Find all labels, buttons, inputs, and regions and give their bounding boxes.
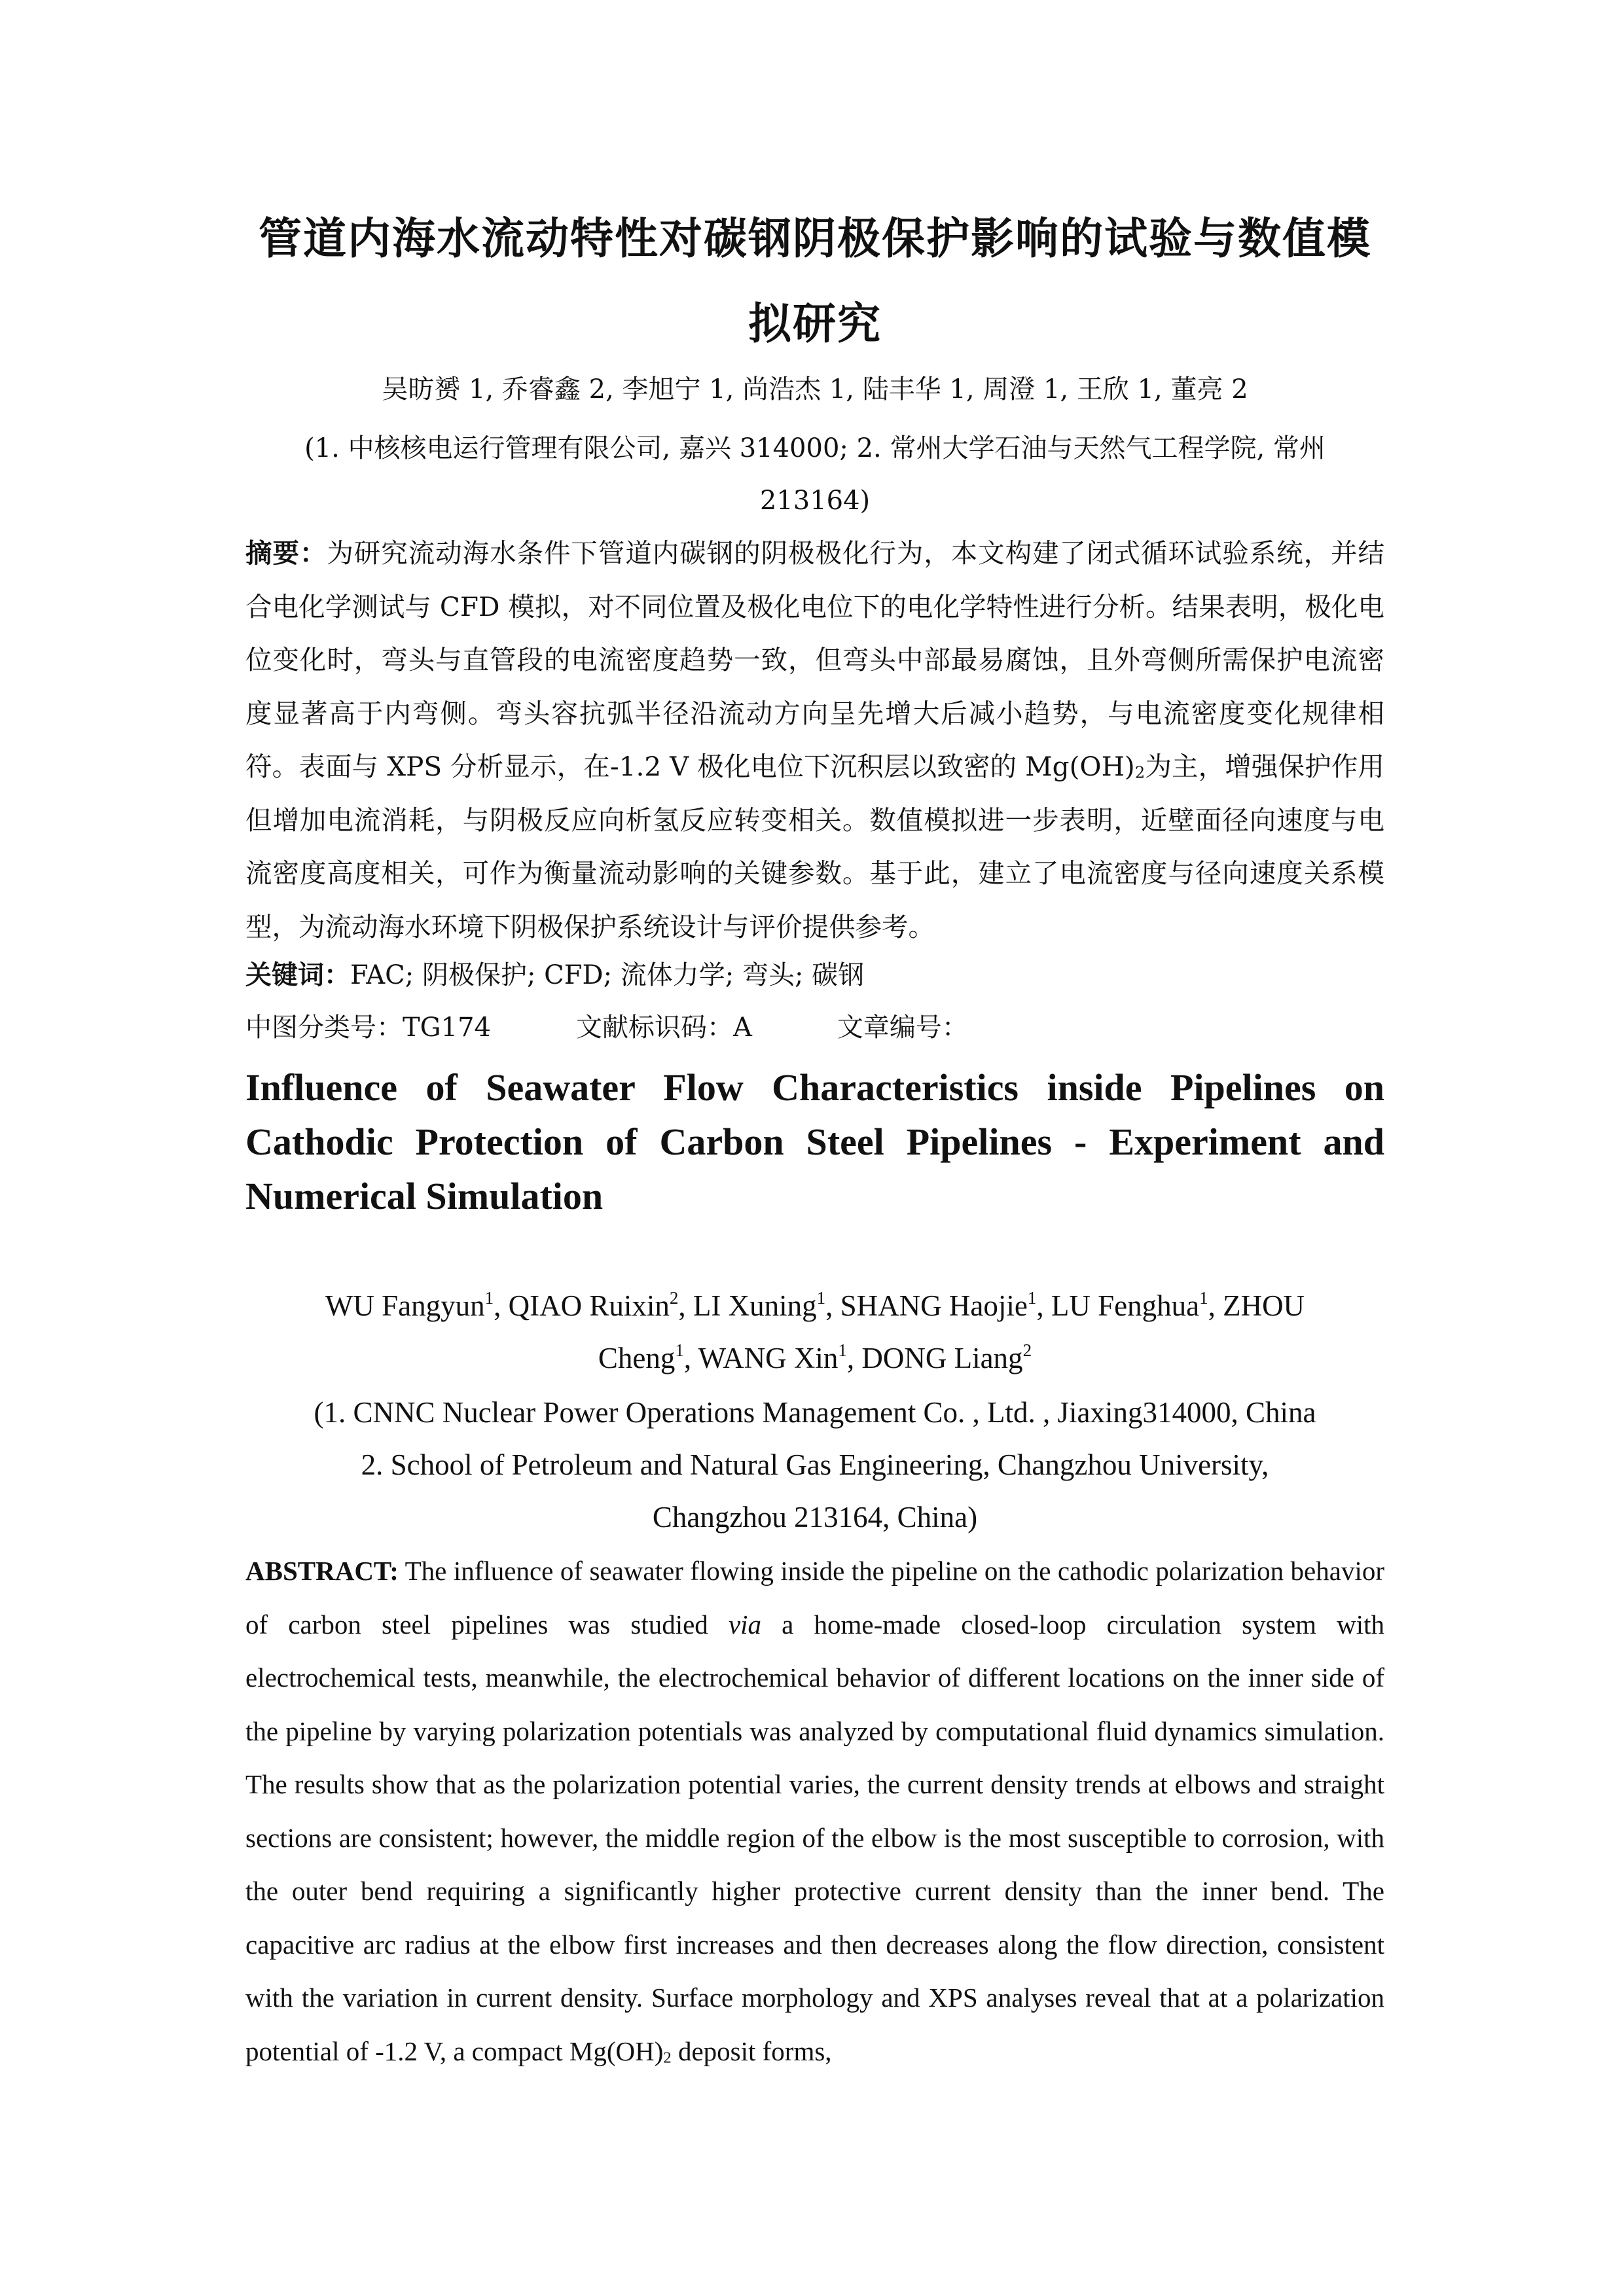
doc-code-label: 文献标识码： <box>575 1013 733 1043</box>
english-abstract-via: via <box>728 1609 762 1640</box>
author-name: , QIAO Ruixin <box>494 1289 670 1322</box>
author-name: , LU Fenghua <box>1036 1289 1200 1322</box>
author-name: WU Fangyun <box>325 1289 485 1322</box>
english-title: Influence of Seawater Flow Characteristics inside Pipelines on Cathodic Protection of Carbon Steel Pipelines - Experiment and Numerical Simulation <box>245 1066 1384 1217</box>
chinese-abstract-text-2: 为主，增强保护作用但增加电流消耗，与阴极反应向析氢反应转变相关。数值模拟进一步表明，近壁面径向速度与电流密度高度相关，可作为衡量流动影响的关键参数。基于此，建立了电流密度与径向速度关系模型，为流动海水环境下阴极保护系统设计与评价提供参考。 <box>245 751 1385 942</box>
chinese-affiliation-line1: (1. 中核核电运行管理有限公司, 嘉兴 314000; 2. 常州大学石油与天然气工程学院, 常州 <box>304 433 1326 463</box>
english-abstract-subscript: 2 <box>663 2049 672 2067</box>
chinese-affiliation-line2: 213164) <box>759 486 871 516</box>
author-affiliation-mark: 1 <box>1027 1288 1037 1308</box>
author-name: , DONG Liang <box>846 1342 1023 1374</box>
clc-value: TG174 <box>403 1013 491 1043</box>
author-affiliation-mark: 1 <box>838 1340 847 1360</box>
chinese-keywords-value: FAC; 阴极保护; CFD; 流体力学; 弯头; 碳钢 <box>350 960 865 990</box>
doc-code-value: A <box>732 1013 752 1043</box>
english-authors-line2 <box>245 1332 1384 1384</box>
author-name: , ZHOU <box>1208 1289 1305 1322</box>
author-name: , LI Xuning <box>678 1289 817 1322</box>
author-name: Cheng <box>598 1342 676 1374</box>
chinese-abstract-text-1: 为研究流动海水条件下管道内碳钢的阴极极化行为，本文构建了闭式循环试验系统，并结合电化学测试与 CFD 模拟，对不同位置及极化电位下的电化学特性进行分析。结果表明，极化电位变化时，弯头与直管段的电流密度趋势一致，但弯头中部最易腐蚀，且外弯侧所需保护电流密度显著高于内弯侧。弯头容抗弧半径沿流动方向呈先增大后减小趋势，与电流密度变化规律相符。表面与 XPS 分析显示，在-1.2 V 极化电位下沉积层以致密的 Mg(OH) <box>245 537 1385 782</box>
english-authors-line1 <box>245 1280 1384 1332</box>
chinese-authors: 吴昉赟 1, 乔睿鑫 2, 李旭宁 1, 尚浩杰 1, 陆丰华 1, 周澄 1, 王欣 1, 董亮 2 <box>382 374 1248 404</box>
english-abstract-label: ABSTRACT: <box>245 1556 399 1586</box>
author-affiliation-mark: 1 <box>675 1340 684 1360</box>
chinese-keywords <box>245 949 1384 1001</box>
english-affiliation-line1: (1. CNNC Nuclear Power Operations Management Co. , Ltd. , Jiaxing314000, China <box>314 1396 1316 1429</box>
english-abstract-text-2: a home-made closed-loop circulation system with electrochemical tests, meanwhile, the electrochemical behavior of different locations on the inner side of the pipeline by varying polarization potentials was analyzed by computational fluid dynamics simulation. The results show that as the polarization potential varies, the current density trends at elbows and straight sections are consistent; however, the middle region of the elbow is the most susceptible to corrosion, with the outer bend requiring a significantly higher protective current density than the inner bend. The capacitive arc radius at the elbow first increases and then decreases along the flow direction, consistent with the variation in current density. Surface morphology and XPS analyses reveal that at a polarization potential of -1.2 V, a compact Mg(OH) <box>245 1609 1385 2066</box>
chinese-abstract-label: 摘要： <box>245 537 327 569</box>
author-affiliation-mark: 1 <box>1199 1288 1208 1308</box>
author-affiliation-mark: 1 <box>484 1288 494 1308</box>
chinese-keywords-label: 关键词： <box>245 960 350 990</box>
author-affiliation-mark: 2 <box>669 1288 679 1308</box>
english-abstract-text-3: deposit forms, <box>671 2036 832 2066</box>
english-abstract <box>245 1545 1384 2078</box>
chinese-abstract <box>245 527 1384 954</box>
english-abstract-text-1: The influence of seawater flowing inside the pipeline on the cathodic polarization behavior of carbon steel pipelines was studied <box>245 1556 1384 1640</box>
clc-label: 中图分类号： <box>245 1013 403 1043</box>
classification-line <box>245 1001 1384 1054</box>
author-name: , SHANG Haojie <box>825 1289 1028 1322</box>
english-affiliation-line2: 2. School of Petroleum and Natural Gas Engineering, Changzhou University, <box>361 1448 1269 1481</box>
author-affiliation-mark: 2 <box>1022 1340 1032 1360</box>
english-affiliation-line3: Changzhou 213164, China) <box>652 1501 978 1534</box>
author-affiliation-mark: 1 <box>816 1288 826 1308</box>
article-number-label: 文章编号： <box>837 1013 968 1043</box>
chinese-title: 管道内海水流动特性对碳钢阴极保护影响的试验与数值模拟研究 <box>259 213 1371 349</box>
chinese-abstract-subscript: 2 <box>1134 762 1146 782</box>
author-name: , WANG Xin <box>683 1342 839 1374</box>
